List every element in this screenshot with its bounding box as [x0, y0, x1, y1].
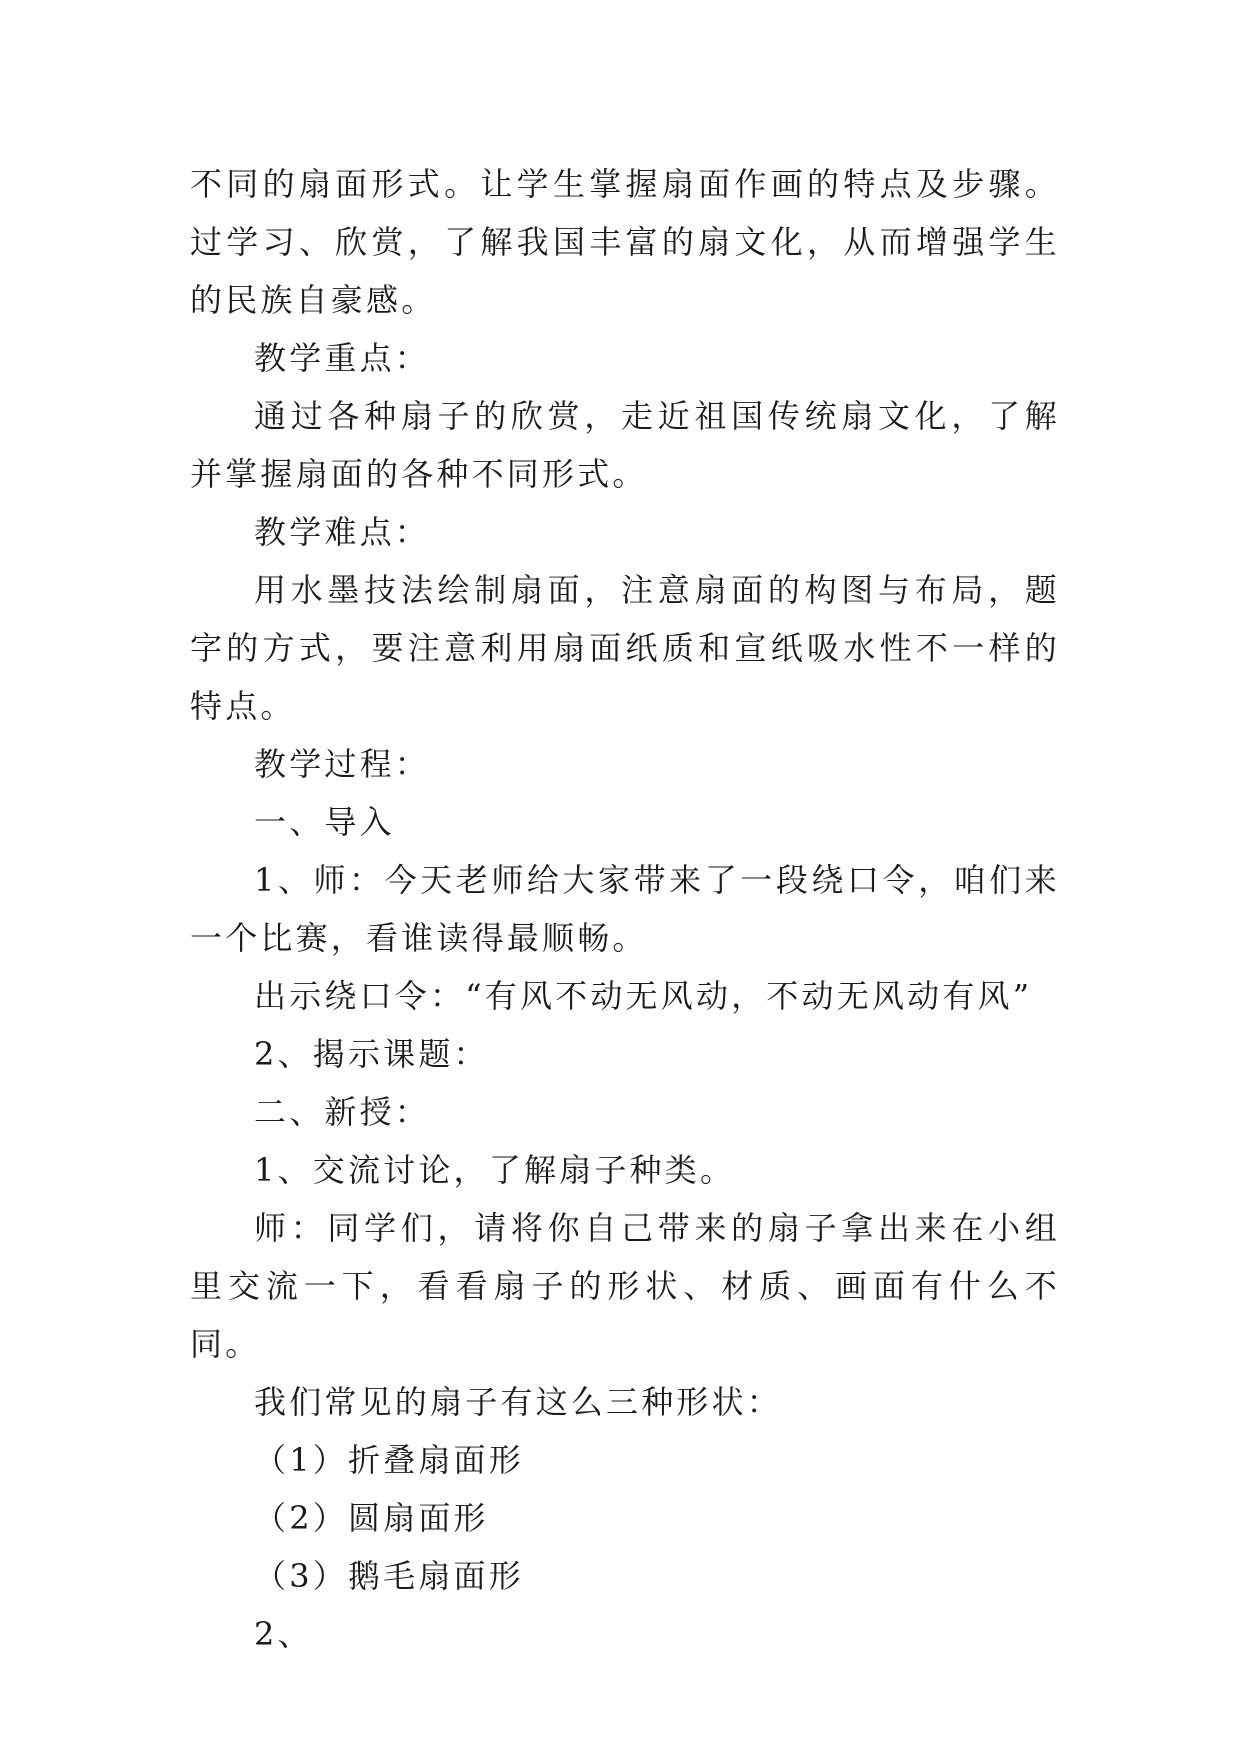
paragraph-key-points: 通过各种扇子的欣赏，走近祖国传统扇文化，了解并掌握扇面的各种不同形式。	[190, 397, 1060, 493]
paragraph-fan-shapes: 我们常见的扇子有这么三种形状：	[254, 1383, 783, 1421]
document-body	[190, 155, 1060, 1663]
list-item-feather-fan: （3）鹅毛扇面形	[254, 1557, 524, 1595]
paragraph-teacher-tongue-twister: 1、师：今天老师给大家带来了一段绕口令，咱们来一个比赛，看谁读得最顺畅。	[190, 861, 1060, 957]
heading-key-points: 教学重点：	[254, 339, 431, 377]
paragraph-intro: 不同的扇面形式。让学生掌握扇面作画的特点及步骤。过学习、欣赏，了解我国丰富的扇文化，从而增强学生的民族自豪感。	[190, 165, 1060, 319]
list-item-folding-fan: （1）折叠扇面形	[254, 1441, 524, 1479]
section-new-lesson: 二、新授：	[254, 1093, 431, 1131]
heading-process: 教学过程：	[254, 745, 431, 783]
list-item-round-fan: （2）圆扇面形	[254, 1499, 489, 1537]
paragraph-reveal-topic: 2、揭示课题：	[254, 1035, 489, 1073]
paragraph-teacher-instruction: 师：同学们，请将你自己带来的扇子拿出来在小组里交流一下，看看扇子的形状、材质、画面有什么不同。	[190, 1209, 1060, 1363]
paragraph-discussion: 1、交流讨论，了解扇子种类。	[254, 1151, 736, 1189]
section-introduction: 一、导入	[254, 803, 395, 841]
paragraph-item-two: 2、	[254, 1615, 313, 1653]
heading-difficulties: 教学难点：	[254, 513, 431, 551]
paragraph-difficulties: 用水墨技法绘制扇面，注意扇面的构图与布局，题字的方式，要注意利用扇面纸质和宣纸吸水性不一样的特点。	[190, 571, 1060, 725]
paragraph-tongue-twister: 出示绕口令：“有风不动无风动，不动无风动有风”	[254, 977, 1033, 1015]
